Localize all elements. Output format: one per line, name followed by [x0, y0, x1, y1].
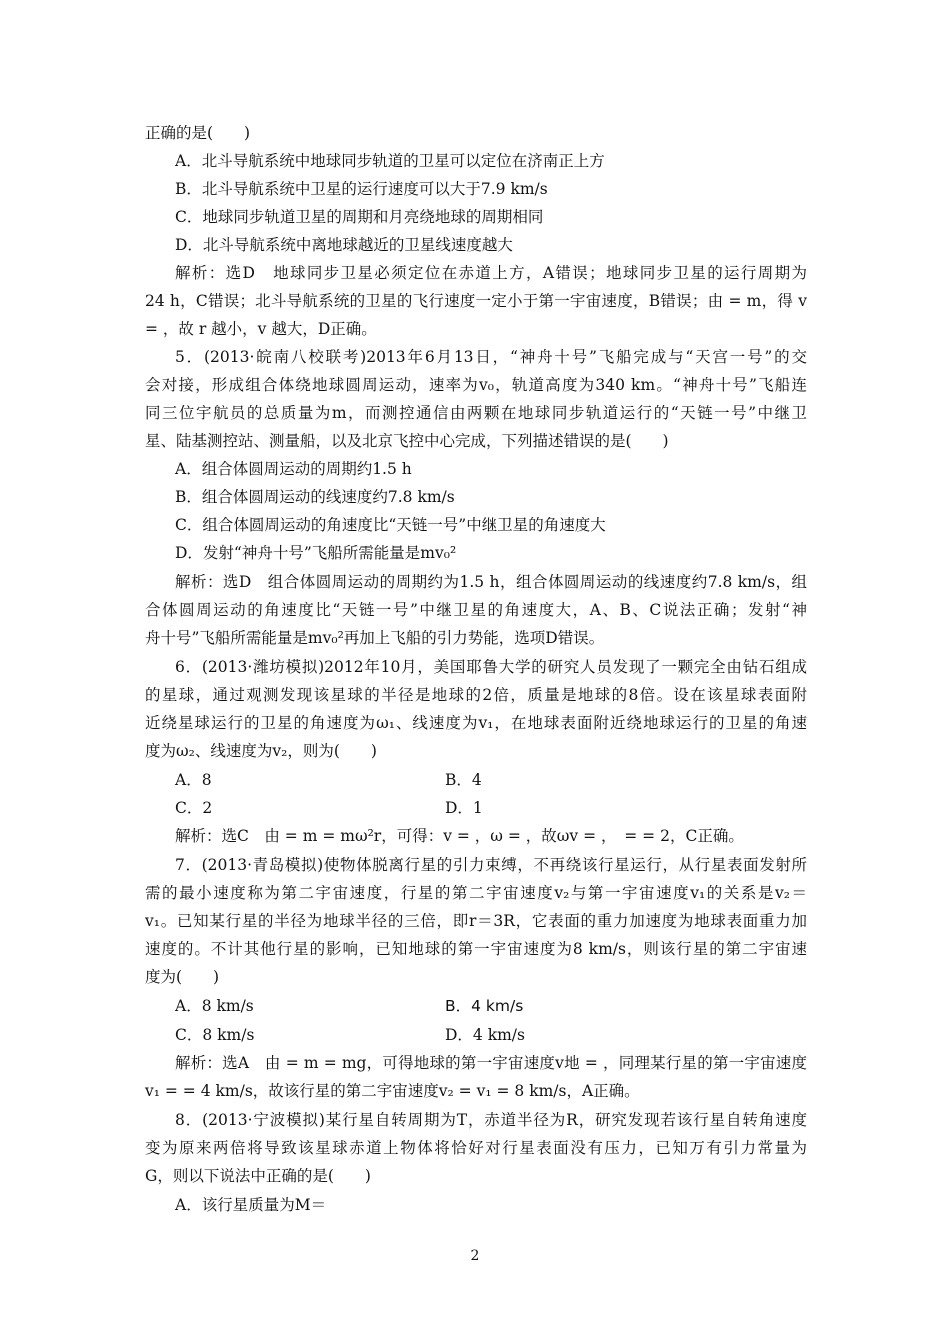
text-line: C．地球同步轨道卫星的周期和月亮绕地球的周期相同 — [175, 208, 544, 226]
option-right: D．1 — [445, 799, 483, 817]
option-right: B．4 km/s — [445, 997, 524, 1015]
text-line: D．发射“神舟十号”飞船所需能量是mv₀² — [175, 544, 457, 562]
text-line: C．2 — [175, 799, 213, 817]
option-right: D．4 km/s — [445, 1026, 525, 1044]
text-line: 解析：选D 组合体圆周运动的周期约为1.5 h，组合体圆周运动的线速度约7.8 km/s，组 — [175, 573, 807, 591]
text-line: 速度的。不计其他行星的影响，已知地球的第一宇宙速度为8 km/s，则该行星的第二宇宙速 — [145, 940, 807, 958]
text-line: A．该行星质量为M＝ — [175, 1196, 327, 1214]
text-line: C．8 km/s — [175, 1026, 255, 1044]
text-line: A．北斗导航系统中地球同步轨道的卫星可以定位在济南正上方 — [175, 152, 605, 170]
text-line: v₁ = = 4 km/s，故该行星的第二宇宙速度v₂ = v₁ = 8 km/s，A正确。 — [145, 1082, 640, 1100]
text-line: 5．(2013·皖南八校联考)2013年6月13日，“神舟十号”飞船完成与“天宫一号”的交 — [175, 348, 807, 366]
text-line: 6．(2013·潍坊模拟)2012年10月，美国耶鲁大学的研究人员发现了一颗完全由钻石组成 — [175, 658, 807, 676]
text-line: A．组合体圆周运动的周期约1.5 h — [175, 460, 412, 478]
text-line: 变为原来两倍将导致该星球赤道上物体将恰好对行星表面没有压力，已知万有引力常量为 — [145, 1139, 807, 1157]
text-line: A．8 — [175, 771, 212, 789]
text-line: G，则以下说法中正确的是( ) — [145, 1167, 371, 1185]
option-right: B．4 — [445, 771, 482, 789]
text-line: B．组合体圆周运动的线速度约7.8 km/s — [175, 488, 455, 506]
text-line: 解析：选D 地球同步卫星必须定位在赤道上方，A错误；地球同步卫星的运行周期为 — [175, 264, 807, 282]
text-line: 会对接，形成组合体绕地球圆周运动，速率为v₀，轨道高度为340 km。“神舟十号”飞船连 — [145, 376, 807, 394]
text-line: A．8 km/s — [175, 997, 254, 1015]
text-line: 解析：选C 由 = m = mω²r，可得：v = ，ω = ，故ωv = ， = = 2，C正确。 — [175, 827, 744, 845]
text-line: 解析：选A 由 = m = mg，可得地球的第一宇宙速度v地 = ，同理某行星的第一宇宙速度 — [175, 1054, 807, 1072]
text-line: 8．(2013·宁波模拟)某行星自转周期为T，赤道半径为R，研究发现若该行星自转角速度 — [175, 1111, 807, 1129]
text-line: 星、陆基测控站、测量船，以及北京飞控中心完成，下列描述错误的是( ) — [145, 432, 669, 450]
text-line: D．北斗导航系统中离地球越近的卫星线速度越大 — [175, 236, 513, 254]
text-line: 7．(2013·青岛模拟)使物体脱离行星的引力束缚，不再绕该行星运行，从行星表面发射所 — [175, 856, 807, 874]
text-line: 近绕星球运行的卫星的角速度为ω₁、线速度为v₁，在地球表面附近绕地球运行的卫星的角速 — [145, 714, 807, 732]
text-line: B．北斗导航系统中卫星的运行速度可以大于7.9 km/s — [175, 180, 548, 198]
text-line: 舟十号”飞船所需能量是mv₀²再加上飞船的引力势能，选项D错误。 — [145, 629, 605, 647]
text-line: 需的最小速度称为第二宇宙速度，行星的第二宇宙速度v₂与第一宇宙速度v₁的关系是v₂＝ — [145, 884, 807, 902]
text-line: 度为( ) — [145, 968, 220, 986]
text-line: v₁。已知某行星的半径为地球半径的三倍，即r＝3R，它表面的重力加速度为地球表面重力加 — [145, 912, 807, 930]
text-line: C．组合体圆周运动的角速度比“天链一号”中继卫星的角速度大 — [175, 516, 606, 534]
text-line: = ，故 r 越小，v 越大，D正确。 — [145, 320, 377, 338]
text-line: 度为ω₂、线速度为v₂，则为( ) — [145, 742, 377, 760]
text-line: 正确的是( ) — [145, 124, 251, 142]
text-line: 合体圆周运动的角速度比“天链一号”中继卫星的角速度大，A、B、C说法正确；发射“神 — [145, 601, 807, 619]
text-line: 的星球，通过观测发现该星球的半径是地球的2倍，质量是地球的8倍。设在该星球表面附 — [145, 686, 807, 704]
text-line: 同三位宇航员的总质量为m，而测控通信由两颗在地球同步轨道运行的“天链一号”中继卫 — [145, 404, 807, 422]
text-line: 24 h，C错误；北斗导航系统的卫星的飞行速度一定小于第一宇宙速度，B错误；由 = m，得 v — [145, 292, 807, 310]
page-number: 2 — [470, 1248, 480, 1264]
